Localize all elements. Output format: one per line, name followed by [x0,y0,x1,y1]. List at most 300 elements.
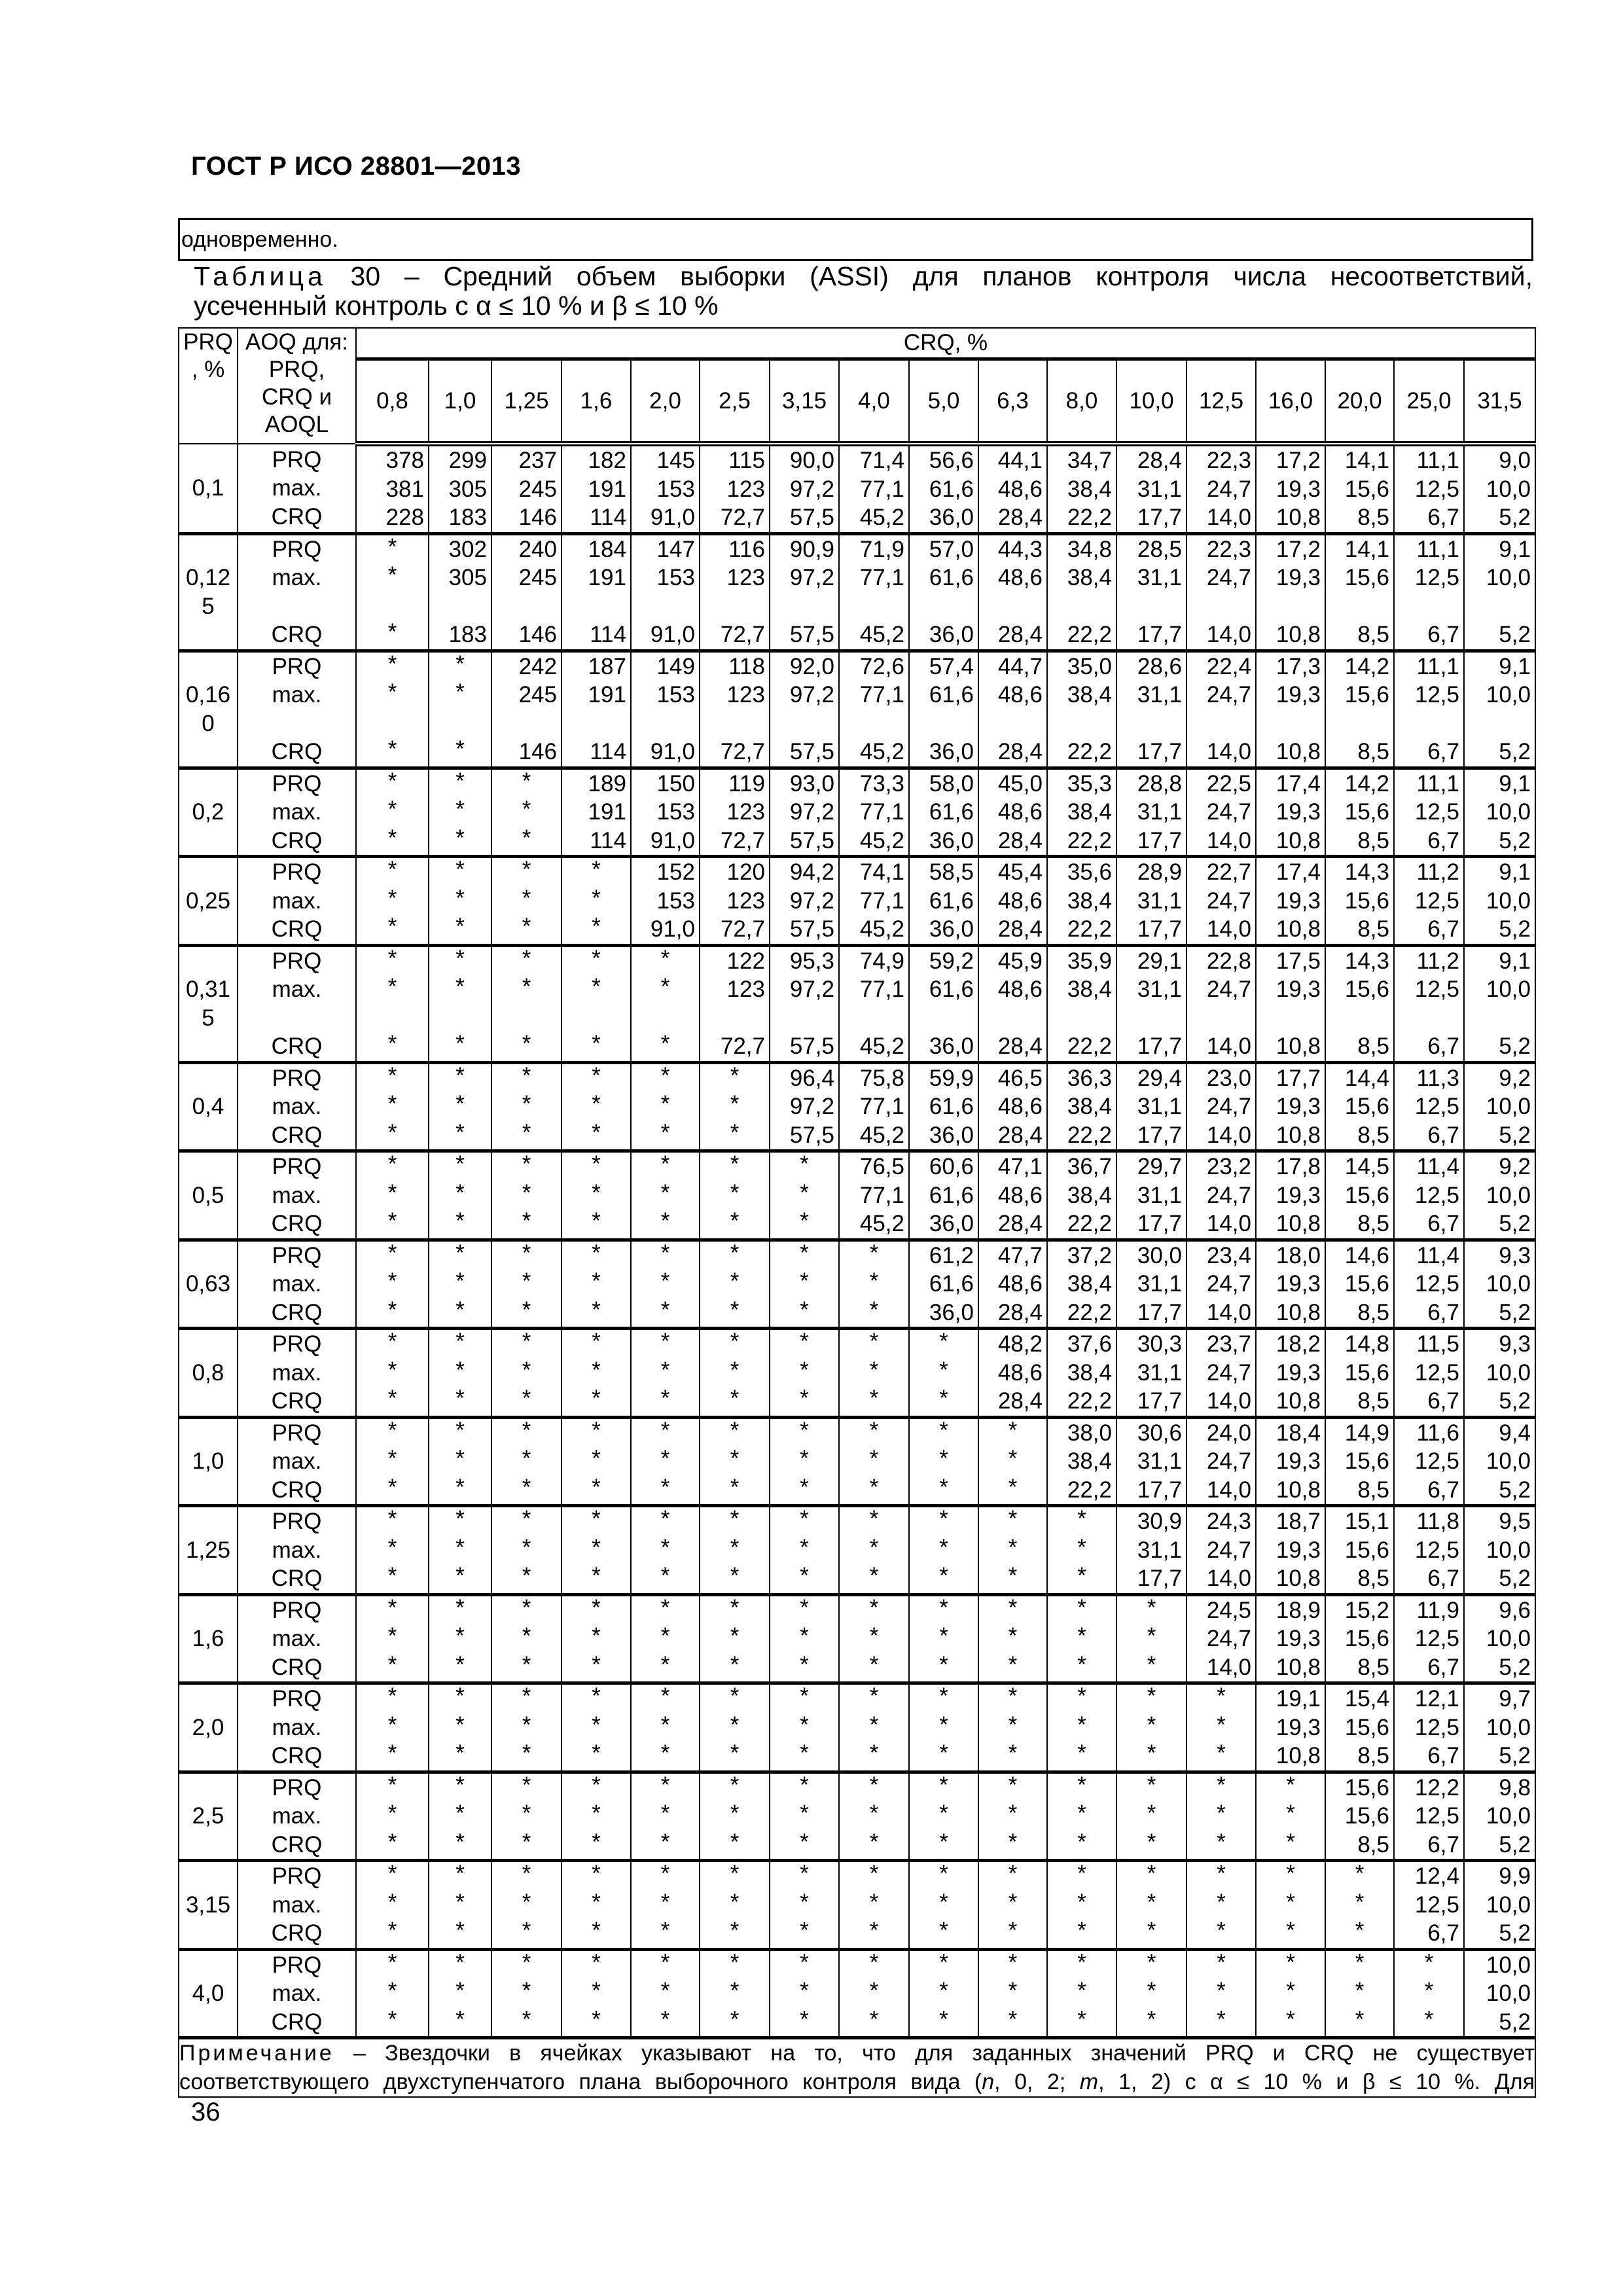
value-max: * [730,1534,740,1560]
value-max: 38,4 [1067,1182,1112,1208]
header-crq-col: 0,8 [356,359,429,444]
value-max: 31,1 [1137,1182,1182,1208]
data-cell [491,1506,562,1595]
value-max: 38,4 [1067,888,1112,914]
value-max: 38,4 [1067,565,1112,590]
data-cell [631,1772,700,1861]
value-prq: 29,4 [1137,1065,1182,1091]
data-cell [1186,1417,1256,1506]
value-max: 15,6 [1344,1094,1389,1119]
data-cell [770,768,839,857]
value-prq: * [1217,1861,1226,1886]
value-prq: * [939,1329,948,1354]
value-crq: 17,7 [1137,827,1182,853]
value-max: 19,3 [1275,1094,1321,1119]
value-max: 38,4 [1067,1448,1112,1474]
value-max: * [522,1534,531,1560]
value-prq: * [387,1240,397,1266]
value-max: 10,0 [1486,1182,1531,1208]
value-max: * [387,1446,397,1471]
value-crq: 6,7 [1427,916,1459,942]
note-n: n [982,2069,995,2094]
value-crq: * [522,1918,531,1943]
value-max: 10,0 [1486,1626,1531,1651]
data-cell [1464,945,1535,1062]
row-labels [238,945,356,1062]
value-crq: 28,4 [997,505,1043,530]
value-crq: 6,7 [1427,1477,1459,1503]
header-crq-col: 16,0 [1256,359,1325,444]
prq-value-line1: 0,16 [185,682,231,708]
value-crq: * [592,1119,601,1145]
value-max: * [455,679,465,705]
value-crq: * [1008,2006,1018,2032]
row-labels [238,533,356,651]
data-cell [631,533,700,651]
data-cell [562,1417,631,1506]
value-prq: * [730,1772,740,1798]
value-max: * [522,1446,531,1471]
data-cell [909,945,978,1062]
value-max: 38,4 [1067,682,1112,708]
row-label-max: max. [272,1803,322,1829]
value-max: * [730,1623,740,1649]
table-caption [194,262,1533,321]
value-max: * [387,974,397,999]
value-max: 123 [726,565,765,590]
value-prq: 23,2 [1206,1154,1251,1179]
row-labels [238,1417,356,1506]
data-cell [1186,1861,1256,1950]
data-cell [1464,1506,1535,1595]
value-crq: * [387,1829,397,1855]
value-crq: * [455,1119,465,1145]
data-cell [978,1683,1047,1772]
value-crq: * [660,1119,670,1145]
value-prq: 17,8 [1275,1154,1321,1179]
prq-value [179,1683,238,1772]
value-crq: * [455,914,465,939]
value-prq: * [1077,1594,1086,1621]
data-cell [562,857,631,946]
value-max: * [455,974,465,999]
value-max: 48,6 [997,682,1043,708]
data-cell [429,1506,491,1595]
value-prq: * [387,1594,397,1621]
value-prq: * [455,945,465,971]
value-max: 245 [518,682,557,708]
row-label-crq: CRQ [271,827,323,853]
value-prq: * [730,1861,740,1886]
value-max: * [592,1268,601,1294]
value-max: * [1008,1623,1018,1649]
data-cell [1047,533,1116,651]
data-cell [356,768,429,857]
document-header: ГОСТ Р ИСО 28801—2013 [191,152,522,181]
value-crq: * [455,2006,465,2032]
value-prq: * [1424,1949,1434,1975]
value-crq: * [592,1563,601,1588]
value-crq: * [869,1386,879,1411]
value-max: 191 [588,476,626,502]
value-prq: * [800,1861,809,1886]
value-crq: 22,2 [1067,739,1112,764]
prq-value-line1: 3,15 [185,1892,231,1918]
value-crq: * [387,1297,397,1323]
value-max: * [1077,1534,1086,1560]
value-prq: * [800,1329,809,1354]
value-crq: * [1077,1740,1086,1766]
data-cell [1116,444,1186,533]
value-crq: 57,5 [789,1122,834,1148]
value-crq: 36,0 [929,622,974,647]
value-max: 48,6 [997,1271,1043,1297]
data-cell [1116,533,1186,651]
value-max: 31,1 [1137,1537,1182,1563]
value-max: 153 [656,565,695,590]
header-crq-col: 12,5 [1186,359,1256,444]
data-cell [700,1949,770,2038]
value-crq: 114 [590,505,626,530]
data-cell [429,945,491,1062]
value-prq: * [1008,1949,1018,1975]
value-max: * [387,1534,397,1560]
value-crq: * [522,1474,531,1500]
value-max: * [592,1179,601,1206]
data-cell [700,651,770,768]
data-cell [1116,1417,1186,1506]
value-crq: 14,0 [1206,1566,1251,1591]
value-crq: 10,8 [1275,1477,1321,1503]
value-crq: * [730,1386,740,1411]
value-max: * [387,1889,397,1915]
row-label-max: max. [272,799,322,825]
value-prq: 29,1 [1137,948,1182,974]
value-crq: 45,2 [859,916,904,942]
prq-value [179,1506,238,1595]
value-crq: * [800,1918,809,1943]
data-cell [700,1506,770,1595]
value-crq: 72,7 [720,827,765,853]
data-cell [356,945,429,1062]
value-prq: * [455,1949,465,1975]
value-prq: * [522,1861,531,1886]
value-max: 19,3 [1275,888,1321,914]
caption-label: Таблица [194,261,327,291]
value-prq: * [592,1417,601,1443]
value-crq: * [660,1297,670,1323]
value-prq: 56,6 [929,448,974,473]
value-max: 77,1 [859,1094,904,1119]
value-prq: * [1355,1949,1364,1975]
value-max: * [1286,1801,1295,1826]
value-max: 24,7 [1206,888,1251,914]
data-cell [1325,651,1394,768]
value-max: * [522,1623,531,1649]
value-prq: * [869,1329,879,1354]
data-cell [1047,1949,1116,2038]
value-max: 61,6 [929,565,974,590]
table-row-group [179,1594,1535,1683]
value-crq: * [660,2006,670,2032]
value-prq: * [387,1772,397,1798]
data-cell [909,1417,978,1506]
value-crq: * [1147,1829,1156,1855]
value-prq: 11,3 [1416,1065,1459,1091]
value-max: * [1147,1623,1156,1649]
value-max: 31,1 [1137,888,1182,914]
data-cell [356,1949,429,2038]
value-crq: * [592,1297,601,1323]
value-prq: 12,1 [1414,1686,1459,1712]
value-prq: * [387,857,397,882]
data-cell [1394,768,1464,857]
table-row-group [179,1062,1535,1151]
value-prq: * [730,1329,740,1354]
data-cell [1047,1683,1116,1772]
value-prq: 38,0 [1067,1420,1112,1446]
value-max: * [592,1357,601,1383]
row-label-prq: PRQ [272,1154,322,1179]
value-prq: * [592,945,601,971]
value-max: * [592,1978,601,2003]
data-cell [356,1062,429,1151]
value-crq: 10,8 [1275,1122,1321,1148]
data-cell [1186,444,1256,533]
value-prq: * [800,1417,809,1443]
value-max: 12,5 [1414,1803,1459,1829]
value-crq: 22,2 [1067,1122,1112,1148]
value-crq: 114 [590,827,626,853]
value-crq: * [455,1740,465,1766]
value-prq: 22,3 [1206,536,1251,562]
value-crq: * [730,1651,740,1677]
data-cell [978,1062,1047,1151]
value-crq: 146 [518,622,557,647]
value-crq: * [660,1918,670,1943]
value-crq: 6,7 [1427,622,1459,647]
data-cell [909,444,978,533]
row-label-max: max. [272,1271,322,1297]
data-cell [1325,1949,1394,2038]
value-prq: 24,3 [1206,1509,1251,1534]
value-crq: * [522,1651,531,1677]
row-label-prq: PRQ [272,1509,322,1534]
value-prq: 9,3 [1499,1331,1531,1357]
value-prq: 60,6 [929,1154,974,1179]
value-max: 61,6 [929,476,974,502]
value-max: 305 [448,565,487,590]
value-crq: 91,0 [650,739,695,764]
value-max: * [730,1268,740,1294]
value-prq: * [939,1683,948,1709]
row-label-crq: CRQ [271,1920,323,1946]
value-prq: 118 [728,653,765,679]
value-crq: * [1077,1651,1086,1677]
value-max: * [800,1889,809,1915]
value-max: 10,0 [1486,1981,1531,2006]
value-max: 245 [518,565,557,590]
value-crq: * [455,1563,465,1588]
table-row-group [179,651,1535,768]
value-crq: * [730,1208,740,1234]
data-cell [978,533,1047,651]
data-cell [631,1861,700,1950]
value-crq: * [1286,1918,1295,1943]
value-prq: 15,1 [1344,1509,1389,1534]
value-prq: 115 [728,448,765,473]
data-cell [1116,857,1186,946]
value-prq: * [730,1240,740,1266]
data-cell [770,1949,839,2038]
data-cell [700,1772,770,1861]
value-crq: 28,4 [997,827,1043,853]
value-crq: * [387,1918,397,1943]
data-cell [839,533,909,651]
value-max: * [592,974,601,999]
data-cell [1325,1062,1394,1151]
header-prq [179,328,238,444]
value-crq: 17,7 [1137,1122,1182,1148]
data-cell [1256,1861,1325,1950]
data-cell [491,1062,562,1151]
value-prq: 12,2 [1414,1774,1459,1801]
data-cell [356,651,429,768]
data-cell [1325,1594,1394,1683]
value-prq: * [455,857,465,882]
value-crq: 14,0 [1206,1388,1251,1414]
value-crq: 8,5 [1357,1566,1389,1591]
data-cell [429,651,491,768]
value-max: * [522,885,531,911]
value-prq: * [1008,1683,1018,1709]
value-prq: 37,6 [1067,1331,1112,1357]
value-crq: 57,5 [789,916,834,942]
value-prq: * [387,651,397,677]
prq-value-line1: 0,4 [192,1094,224,1119]
value-max: * [1355,1978,1364,2003]
data-cell [909,1329,978,1418]
value-crq: 36,0 [929,1122,974,1148]
value-max: 31,1 [1137,565,1182,590]
data-cell [631,1240,700,1329]
value-max: * [592,1801,601,1826]
value-prq: * [592,1949,601,1975]
data-cell [1394,533,1464,651]
data-cell [1464,1683,1535,1772]
value-crq: * [730,1829,740,1855]
value-max: 38,4 [1067,476,1112,502]
data-cell [1047,1329,1116,1418]
data-cell [978,444,1047,533]
value-max: 19,3 [1275,1448,1321,1474]
row-label-max: max. [272,977,322,1002]
value-crq: * [1355,1918,1364,1943]
data-cell [1464,1417,1535,1506]
value-max: * [592,1534,601,1560]
data-cell [562,1594,631,1683]
value-prq: * [592,1594,601,1621]
value-max: 10,0 [1486,799,1531,825]
value-crq: 17,7 [1137,1211,1182,1236]
value-crq: * [730,1297,740,1323]
value-crq: 6,7 [1427,1654,1459,1680]
prq-value [179,945,238,1062]
value-crq: 8,5 [1357,1654,1389,1680]
value-crq: 5,2 [1499,827,1531,853]
value-prq: 9,8 [1499,1774,1531,1801]
value-crq: 10,8 [1275,622,1321,647]
data-cell [631,1506,700,1595]
value-max: 191 [588,565,626,590]
value-crq: 10,8 [1275,1211,1321,1236]
data-cell [839,1861,909,1950]
caption-line2: усеченный контроль с α ≤ 10 % и β ≤ 10 % [194,291,719,321]
value-max: * [1147,1801,1156,1826]
value-crq: * [939,1386,948,1411]
value-crq: 183 [448,505,487,530]
value-crq: 5,2 [1499,916,1531,942]
value-crq: * [1077,2006,1086,2032]
value-max: * [800,1534,809,1560]
data-cell [839,1772,909,1861]
data-cell [562,1861,631,1950]
value-crq: 36,0 [929,1299,974,1325]
value-prq: * [660,1417,670,1443]
value-max: 10,0 [1486,1094,1531,1119]
value-max: 153 [656,888,695,914]
value-crq: 36,0 [929,505,974,530]
data-cell [770,1062,839,1151]
data-cell [909,857,978,946]
value-crq: 28,4 [997,1033,1043,1059]
value-crq: 14,0 [1206,1122,1251,1148]
value-crq: * [455,1386,465,1411]
data-cell [1116,1506,1186,1595]
value-max: * [522,1801,531,1826]
value-max: * [1286,1889,1295,1915]
row-labels [238,1683,356,1772]
note-m: m [1079,2069,1099,2094]
value-prq: * [455,1506,465,1532]
value-crq: 91,0 [650,622,695,647]
value-crq: 72,7 [720,622,765,647]
data-cell [356,1506,429,1595]
value-max: 24,7 [1206,1537,1251,1563]
value-crq: * [592,1474,601,1500]
value-max: * [800,1179,809,1206]
value-crq: * [730,2006,740,2032]
value-crq: * [1008,1829,1018,1855]
data-cell [562,533,631,651]
value-crq: 10,8 [1275,1388,1321,1414]
data-cell [356,1861,429,1950]
value-prq: * [660,1240,670,1266]
value-prq: * [1147,1861,1156,1886]
value-prq: * [869,1417,879,1443]
data-cell [909,1506,978,1595]
value-prq: * [1217,1772,1226,1798]
value-prq: 9,2 [1499,1154,1531,1179]
data-cell [562,1506,631,1595]
value-crq: * [387,1651,397,1677]
value-crq: * [387,825,397,851]
data-cell [1047,945,1116,1062]
value-crq: 5,2 [1499,1122,1531,1148]
value-prq: 14,5 [1344,1154,1389,1179]
data-cell [1116,651,1186,768]
value-prq: 44,7 [997,653,1043,679]
